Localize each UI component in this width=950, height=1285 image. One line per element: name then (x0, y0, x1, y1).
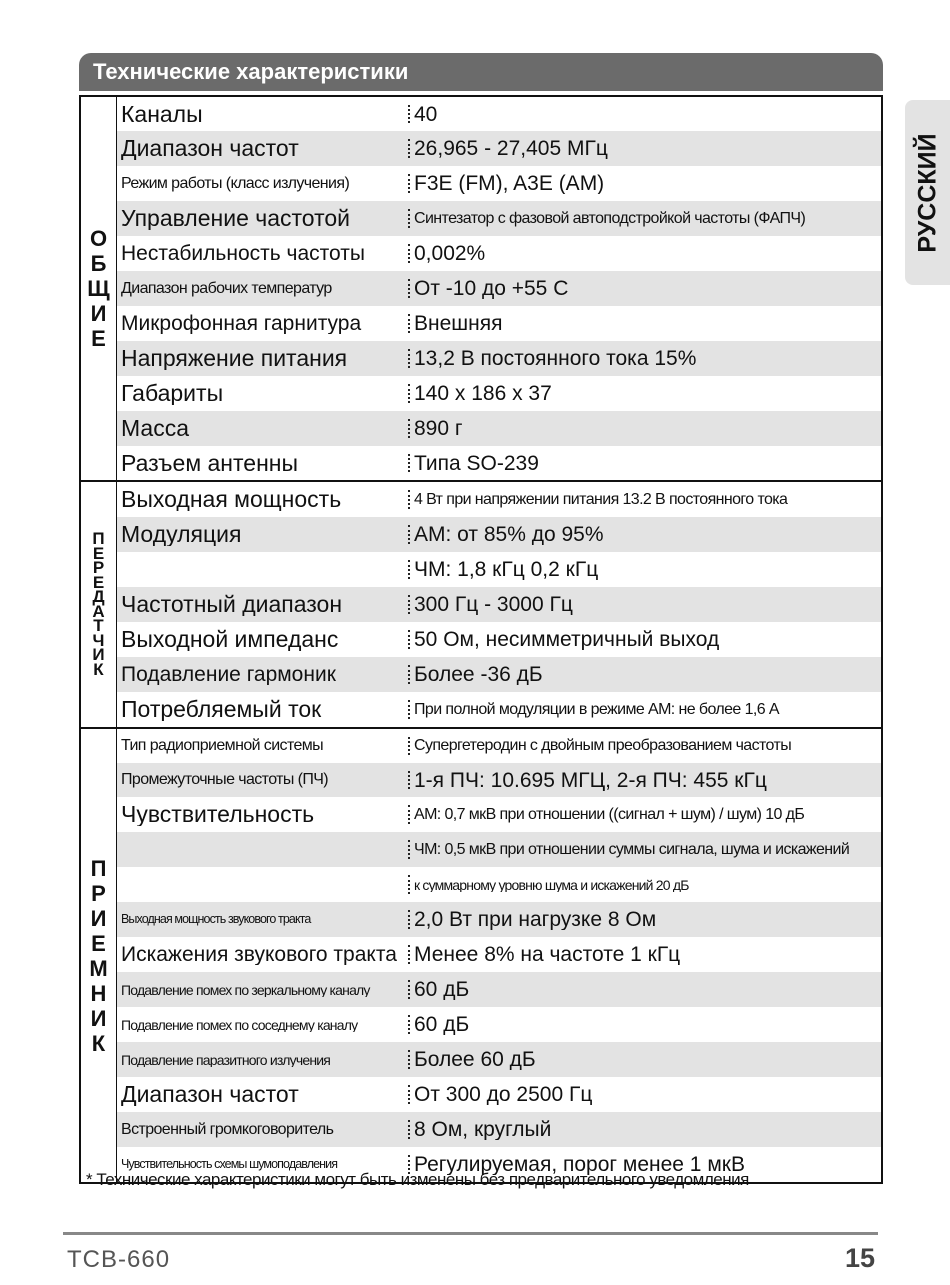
spec-value: F3E (FM), A3E (AM) (414, 173, 605, 194)
spec-name: Масса (121, 417, 190, 440)
spec-name: Режим работы (класс излучения) (121, 175, 350, 192)
spec-name: Промежуточные частоты (ПЧ) (121, 772, 329, 788)
section-label: П Е Р Е Д А Т Ч И К (81, 482, 117, 727)
spec-name: Встроенный громкоговоритель (121, 1121, 334, 1138)
spec-value: Более 60 дБ (414, 1049, 536, 1070)
spec-value: Типа SO-239 (414, 452, 539, 474)
spec-name: Подавление помех по зеркальному каналу (121, 982, 370, 997)
spec-name: Частотный диапазон (121, 593, 343, 616)
spec-value: Супергетеродин с двойным преобразованием частоты (414, 738, 792, 754)
spec-value: АМ: от 85% до 95% (414, 524, 604, 545)
dotted-separator (407, 763, 411, 797)
dotted-separator (407, 341, 411, 376)
dotted-separator (407, 902, 411, 937)
language-tab-label: РУССКИЙ (913, 132, 941, 253)
spec-value: Синтезатор с фазовой автоподстройкой частоты (ФАПЧ) (414, 210, 806, 227)
spec-value: 1-я ПЧ: 10.695 МГЦ, 2-я ПЧ: 455 кГц (414, 769, 767, 791)
spec-value: ЧМ: 0,5 мкВ при отношении суммы сигнала, шума и искажений (414, 841, 850, 858)
spec-value: Более -36 дБ (414, 664, 543, 685)
dotted-separator (407, 97, 411, 131)
spec-section (81, 480, 881, 727)
spec-row (117, 552, 881, 587)
spec-row (117, 306, 881, 341)
spec-name: Каналы (121, 102, 203, 126)
dotted-separator (407, 657, 411, 692)
spec-row (117, 236, 881, 271)
spec-name: Диапазон рабочих температур (121, 280, 332, 297)
spec-value: 8 Ом, круглый (414, 1119, 552, 1140)
dotted-separator (407, 1077, 411, 1112)
spec-row (117, 131, 881, 166)
spec-value: 2,0 Вт при нагрузке 8 Ом (414, 909, 657, 930)
spec-name: Выходная мощность звукового тракта (121, 913, 311, 926)
spec-name: Микрофонная гарнитура (121, 313, 362, 334)
spec-name: Модуляция (121, 523, 242, 546)
spec-row (117, 832, 881, 867)
spec-name: Подавление паразитного излучения (121, 1052, 331, 1067)
dotted-separator (407, 482, 411, 517)
dotted-separator (407, 517, 411, 552)
spec-value: ЧМ: 1,8 кГц 0,2 кГц (414, 559, 599, 580)
dotted-separator (407, 271, 411, 306)
dotted-separator (407, 622, 411, 657)
spec-value: 13,2 В постоянного тока 15% (414, 348, 697, 369)
dotted-separator (407, 446, 411, 480)
spec-value: к суммарному уровню шума и искажений 20 дБ (414, 877, 689, 892)
footnote: * Технические характеристики могут быть изменены без предварительного уведомления (86, 1170, 749, 1189)
spec-section (81, 97, 881, 480)
dotted-separator (407, 376, 411, 411)
dotted-separator (407, 867, 411, 902)
spec-value: От -10 до +55 С (414, 278, 569, 299)
spec-value: 26,965 - 27,405 МГц (414, 138, 608, 159)
spec-value: 4 Вт при напряжении питания 13.2 В постоянного тока (414, 491, 788, 508)
dotted-separator (407, 411, 411, 446)
spec-row (117, 166, 881, 201)
spec-name: Диапазон частот (121, 1083, 299, 1106)
dotted-separator (407, 832, 411, 867)
spec-row (117, 902, 881, 937)
spec-row (117, 1042, 881, 1077)
spec-section (81, 727, 881, 1182)
spec-value: 60 дБ (414, 979, 470, 1000)
spec-name: Габариты (121, 382, 224, 405)
spec-name: Нестабильность частоты (121, 243, 365, 264)
spec-value: 890 г (414, 418, 463, 439)
dotted-separator (407, 236, 411, 271)
section-label: П Р И Е М Н И К (81, 729, 117, 1182)
spec-value: 50 Ом, несимметричный выход (414, 629, 720, 650)
dotted-separator (407, 306, 411, 341)
spec-row (117, 622, 881, 657)
spec-row (117, 763, 881, 797)
spec-value: При полной модуляции в режиме АМ: не более 1,6 А (414, 701, 779, 718)
spec-row (117, 657, 881, 692)
spec-value: 300 Гц - 3000 Гц (414, 594, 573, 615)
spec-row (117, 97, 881, 131)
dotted-separator (407, 166, 411, 201)
spec-name: Выходной импеданс (121, 628, 339, 651)
section-label: О Б Щ И Е (81, 97, 117, 480)
spec-row (117, 937, 881, 972)
dotted-separator (407, 1112, 411, 1147)
spec-name: Напряжение питания (121, 347, 348, 370)
dotted-separator (407, 972, 411, 1007)
section-title: Технические характеристики (93, 59, 409, 84)
spec-row (117, 972, 881, 1007)
spec-row (117, 1112, 881, 1147)
spec-name: Искажения звукового тракта (121, 944, 397, 965)
spec-value: 60 дБ (414, 1014, 470, 1035)
language-tab (905, 100, 950, 285)
dotted-separator (407, 587, 411, 622)
dotted-separator (407, 692, 411, 727)
spec-value: 40 (414, 103, 438, 125)
dotted-separator (407, 201, 411, 236)
spec-value: 0,002% (414, 243, 486, 264)
spec-row (117, 446, 881, 480)
spec-value: Внешняя (414, 313, 503, 334)
spec-value: Менее 8% на частоте 1 кГц (414, 944, 681, 965)
spec-name: Чувствительность схемы шумоподавления (121, 1158, 338, 1171)
dotted-separator (407, 1007, 411, 1042)
spec-row (117, 517, 881, 552)
spec-row (117, 482, 881, 517)
spec-row (117, 1007, 881, 1042)
spec-row (117, 797, 881, 832)
spec-value: АМ: 0,7 мкВ при отношении ((сигнал + шум) / шум) 10 дБ (414, 806, 805, 823)
spec-row (117, 271, 881, 306)
page-number: 15 (844, 1243, 875, 1273)
spec-name: Управление частотой (121, 207, 351, 230)
spec-name: Чувствительность (121, 803, 315, 826)
dotted-separator (407, 1042, 411, 1077)
spec-value: Регулируемая, порог менее 1 мкВ (414, 1154, 745, 1175)
footer-divider (63, 1232, 878, 1235)
dotted-separator (407, 797, 411, 832)
spec-name: Диапазон частот (121, 137, 299, 160)
spec-row (117, 201, 881, 236)
spec-value: 140 х 186 х 37 (414, 383, 552, 404)
spec-row (117, 341, 881, 376)
spec-row (117, 411, 881, 446)
spec-row (117, 587, 881, 622)
spec-row (117, 729, 881, 763)
dotted-separator (407, 937, 411, 972)
model-number: TCB-660 (67, 1246, 171, 1273)
spec-name: Выходная мощность (121, 488, 342, 511)
spec-name: Подавление гармоник (121, 664, 336, 685)
spec-row (117, 1077, 881, 1112)
dotted-separator (407, 729, 411, 763)
spec-name: Разъем антенны (121, 451, 299, 475)
spec-row (117, 867, 881, 902)
spec-row (117, 376, 881, 411)
spec-name: Тип радиоприемной системы (121, 738, 324, 754)
spec-name: Подавление помех по соседнему каналу (121, 1017, 358, 1032)
spec-name: Потребляемый ток (121, 698, 322, 721)
spec-row (117, 692, 881, 727)
dotted-separator (407, 552, 411, 587)
spec-table (79, 95, 883, 1184)
spec-value: От 300 до 2500 Гц (414, 1084, 593, 1105)
section-header-bar (79, 53, 883, 91)
dotted-separator (407, 131, 411, 166)
